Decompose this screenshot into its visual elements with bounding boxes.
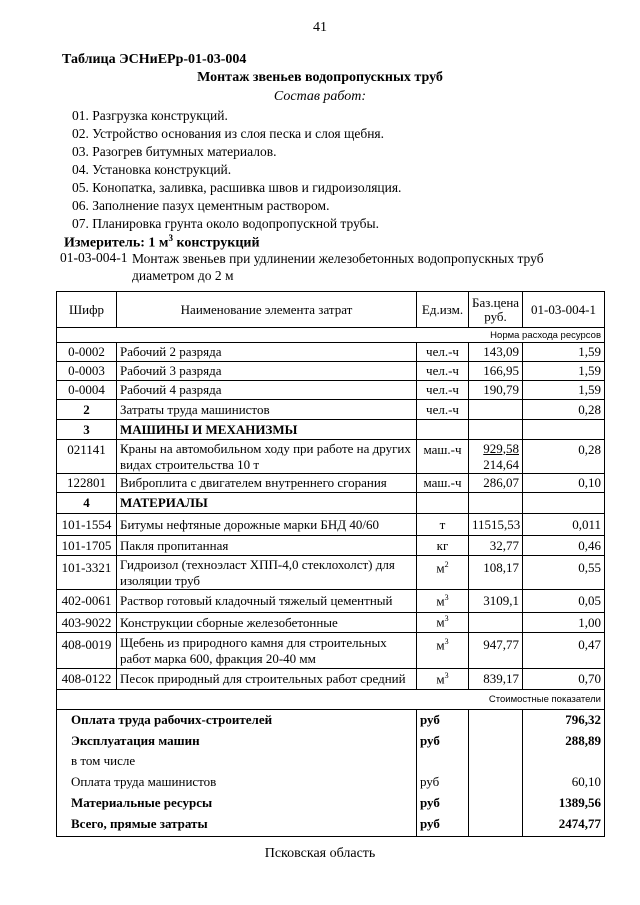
total-value — [523, 751, 605, 771]
page-number: 41 — [313, 20, 327, 35]
work-item: 06. Заполнение пазух цементным раствором. — [72, 198, 330, 213]
cell-unit — [417, 514, 469, 536]
cell-name: Рабочий 4 разряда — [117, 381, 417, 400]
cell-code: 0-0004 — [57, 381, 117, 400]
total-row — [57, 751, 605, 771]
cell-name: Гидроизол (техноэласт ХПП-4,0 стеклохолст) для изоляции труб — [117, 556, 417, 590]
header-price: Баз.цена руб. — [469, 292, 523, 328]
unit-sup: 3 — [444, 670, 449, 680]
header-unit: Ед.изм. — [417, 292, 469, 328]
cell-code: 4 — [57, 493, 117, 514]
cell-unit: маш.-ч — [417, 440, 469, 474]
cell-unit — [417, 536, 469, 556]
price-value: 929,58 — [483, 440, 519, 456]
price-value-2: 214,64 — [483, 456, 519, 472]
cell-name: Раствор готовый кладочный тяжелый цементный — [117, 590, 417, 613]
cell-price: 32,77 — [469, 536, 523, 556]
table-code: Таблица ЭСНиЕРр-01-03-004 — [62, 52, 247, 67]
work-item: 04. Установка конструкций. — [72, 162, 232, 177]
cell-price: 947,77 — [469, 633, 523, 669]
measure-unit — [64, 233, 260, 252]
work-list — [72, 107, 401, 233]
total-empty — [469, 751, 523, 771]
cell-name: Конструкции сборные железобетонные — [117, 613, 417, 633]
total-unit: руб — [417, 731, 469, 751]
total-row — [57, 793, 605, 813]
cell-norm: 1,59 — [523, 343, 605, 362]
total-row — [57, 771, 605, 793]
cell-name: Затраты труда машинистов — [117, 400, 417, 420]
total-name: Эксплуатация машин — [57, 731, 417, 751]
total-empty — [469, 710, 523, 731]
cell-code: 0-0003 — [57, 362, 117, 381]
unit-text: м — [436, 614, 445, 630]
table-row — [57, 613, 605, 633]
unit-text: м — [436, 637, 445, 653]
work-item: 05. Конопатка, заливка, расшивка швов и гидроизоляция. — [72, 180, 402, 195]
cell-price: 190,79 — [469, 381, 523, 400]
total-value: 1389,56 — [523, 793, 605, 813]
cell-norm: 1,59 — [523, 362, 605, 381]
total-row — [57, 710, 605, 731]
cell-code: 3 — [57, 420, 117, 440]
work-item: 01. Разгрузка конструкций. — [72, 108, 228, 123]
cell-unit — [417, 493, 469, 514]
cell-norm: 0,05 — [523, 590, 605, 613]
total-empty — [469, 793, 523, 813]
cell-norm: 0,70 — [523, 669, 605, 690]
table-row — [57, 343, 605, 362]
cell-code: 408-0122 — [57, 669, 117, 690]
cell-name: Битумы нефтяные дорожные марки БНД 40/60 — [117, 514, 417, 536]
cell-price: 143,09 — [469, 343, 523, 362]
cell-code: 403-9022 — [57, 613, 117, 633]
header-code: Шифр — [57, 292, 117, 328]
total-name: Оплата труда машинистов — [57, 771, 417, 793]
cell-price — [469, 420, 523, 440]
cell-unit: чел.-ч — [417, 381, 469, 400]
cell-unit: чел.-ч — [417, 362, 469, 381]
section-row — [57, 493, 605, 514]
cell-price: 166,95 — [469, 362, 523, 381]
cell-price: 108,17 — [469, 556, 523, 590]
table-row — [57, 556, 605, 590]
total-unit: руб — [417, 710, 469, 731]
total-empty — [469, 731, 523, 751]
total-name: Всего, прямые затраты — [57, 813, 417, 837]
cell-norm: 1,00 — [523, 613, 605, 633]
cell-price: 286,07 — [469, 474, 523, 493]
unit-sup: 3 — [444, 614, 449, 624]
cell-norm — [523, 493, 605, 514]
work-item: 03. Разогрев битумных материалов. — [72, 144, 277, 159]
table-row — [57, 536, 605, 556]
cell-norm: 0,47 — [523, 633, 605, 669]
cost-caption: Стоимостные показатели — [57, 690, 605, 710]
table-row — [57, 381, 605, 400]
cell-price — [469, 440, 523, 474]
cell-unit: маш.-ч — [417, 474, 469, 493]
cell-unit — [417, 590, 469, 613]
cell-name: Щебень из природного камня для строительных работ марка 600, фракция 20-40 мм — [117, 633, 417, 669]
section-name: МАТЕРИАЛЫ — [117, 493, 417, 514]
table-row — [57, 474, 605, 493]
cell-code: 101-1705 — [57, 536, 117, 556]
cell-price: 11515,53 — [469, 514, 523, 536]
table-row — [57, 362, 605, 381]
table-header-row — [57, 292, 605, 328]
rate-caption-row — [57, 328, 605, 343]
cell-code: 021141 — [57, 440, 117, 474]
unit-text: м — [436, 593, 445, 609]
cell-price: 3109,1 — [469, 590, 523, 613]
cell-name: Пакля пропитанная — [117, 536, 417, 556]
header-norm: 01-03-004-1 — [523, 292, 605, 328]
total-unit — [417, 751, 469, 771]
total-row — [57, 813, 605, 837]
header-name: Наименование элемента затрат — [117, 292, 417, 328]
cell-price — [469, 493, 523, 514]
cell-price — [469, 400, 523, 420]
item-code: 01-03-004-1 — [60, 250, 128, 265]
total-value: 2474,77 — [523, 813, 605, 837]
cost-caption-row — [57, 690, 605, 710]
total-value: 288,89 — [523, 731, 605, 751]
section-title: Монтаж звеньев водопропускных труб — [197, 70, 443, 85]
unit-sup: 2 — [444, 560, 449, 569]
cell-code: 122801 — [57, 474, 117, 493]
unit-text: кг — [436, 537, 449, 553]
total-unit: руб — [417, 771, 469, 793]
section-row — [57, 420, 605, 440]
cell-unit — [417, 420, 469, 440]
cell-unit — [417, 613, 469, 633]
cell-norm: 0,55 — [523, 556, 605, 590]
cell-norm: 0,10 — [523, 474, 605, 493]
cell-name: Рабочий 3 разряда — [117, 362, 417, 381]
table-row — [57, 633, 605, 669]
table-row — [57, 440, 605, 474]
work-composition-title: Состав работ: — [273, 89, 367, 104]
unit-sup: 3 — [444, 637, 449, 646]
total-name: Материальные ресурсы — [57, 793, 417, 813]
cell-name: Краны на автомобильном ходу при работе на других видах строительства 10 т — [117, 440, 417, 474]
measure-sup: 3 — [168, 233, 173, 243]
total-name: Оплата труда рабочих-строителей — [57, 710, 417, 731]
cell-code: 0-0002 — [57, 343, 117, 362]
cell-name: Песок природный для строительных работ средний — [117, 669, 417, 690]
total-empty — [469, 813, 523, 837]
work-item: 07. Планировка грунта около водопропускной трубы. — [72, 216, 379, 231]
cell-code: 402-0061 — [57, 590, 117, 613]
cell-code: 101-1554 — [57, 514, 117, 536]
resource-table — [56, 291, 605, 837]
cell-norm: 0,46 — [523, 536, 605, 556]
cell-price — [469, 613, 523, 633]
cell-name: Виброплита с двигателем внутреннего сгорания — [117, 474, 417, 493]
unit-sup: 3 — [444, 592, 449, 602]
rate-caption: Норма расхода ресурсов — [57, 328, 605, 343]
total-name: в том числе — [57, 751, 417, 771]
section-name: МАШИНЫ И МЕХАНИЗМЫ — [117, 420, 417, 440]
table-row — [57, 669, 605, 690]
cell-unit: чел.-ч — [417, 400, 469, 420]
total-empty — [469, 771, 523, 793]
table-row — [57, 400, 605, 420]
cell-norm: 0,28 — [523, 400, 605, 420]
total-unit: руб — [417, 793, 469, 813]
cell-norm — [523, 420, 605, 440]
page-footer: Псковская область — [264, 846, 376, 861]
table-row — [57, 590, 605, 613]
unit-text: т — [439, 516, 446, 532]
cell-unit — [417, 633, 469, 669]
cell-unit: чел.-ч — [417, 343, 469, 362]
item-description: Монтаж звеньев при удлинении железобетонных водопропускных труб диаметром до 2 м — [132, 251, 544, 283]
work-item: 02. Устройство основания из слоя песка и слоя щебня. — [72, 126, 385, 141]
cell-price: 839,17 — [469, 669, 523, 690]
cell-code: 101-3321 — [57, 556, 117, 590]
total-unit: руб — [417, 813, 469, 837]
table-row — [57, 514, 605, 536]
measure-prefix: Измеритель: 1 м — [64, 235, 169, 251]
cell-code: 2 — [57, 400, 117, 420]
cell-code: 408-0019 — [57, 633, 117, 669]
total-row — [57, 731, 605, 751]
total-value: 60,10 — [523, 771, 605, 793]
cell-norm: 1,59 — [523, 381, 605, 400]
unit-text: м — [436, 560, 445, 576]
cell-unit — [417, 556, 469, 590]
cell-unit — [417, 669, 469, 690]
unit-text: м — [436, 671, 445, 687]
total-value: 796,32 — [523, 710, 605, 731]
cell-norm: 0,011 — [523, 514, 605, 536]
cell-name: Рабочий 2 разряда — [117, 343, 417, 362]
measure-suffix: конструкций — [172, 235, 260, 251]
cell-norm: 0,28 — [523, 440, 605, 474]
